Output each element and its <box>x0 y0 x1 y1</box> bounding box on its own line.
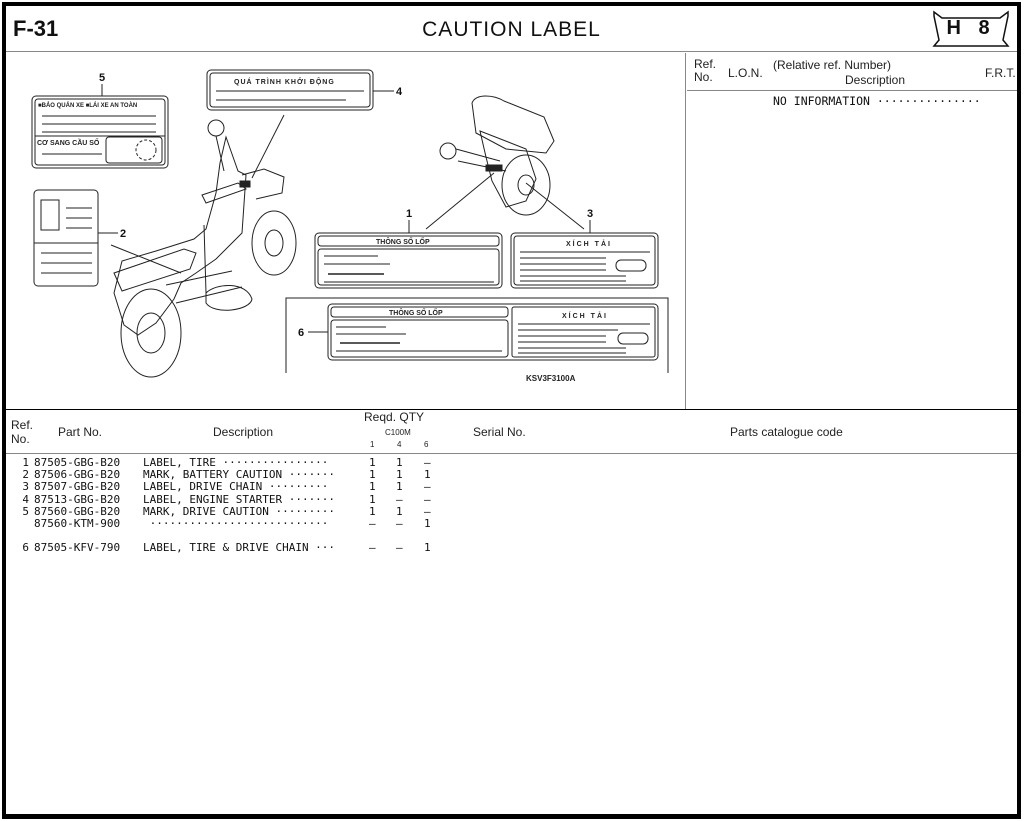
label-6-drawing <box>286 298 668 373</box>
svg-text:5: 5 <box>99 72 106 84</box>
row-qty-1: 1 <box>369 504 376 518</box>
figure-code: KSV3F3100A <box>526 374 576 383</box>
row-description: MARK, BATTERY CAUTION ······· <box>143 468 336 482</box>
ref-no-header <box>11 418 33 446</box>
table-row <box>6 505 1017 517</box>
row-qty-6: 1 <box>424 468 431 482</box>
row-qty-1: 1 <box>369 456 376 469</box>
info-no-label: No. <box>694 70 713 84</box>
qty-col-4: 4 <box>397 440 402 449</box>
row-qty-4: 1 <box>396 480 403 494</box>
row-qty-6: 1 <box>424 516 431 530</box>
svg-text:2: 2 <box>120 228 127 240</box>
row-part-no: 87507-GBG-B20 <box>34 480 121 494</box>
row-qty-1: 1 <box>369 468 376 482</box>
info-lon-header: L.O.N. <box>728 66 763 80</box>
section-badge-text: H 8 <box>946 17 996 39</box>
row-qty-6: – <box>424 504 431 518</box>
row-description: LABEL, DRIVE CHAIN ········· <box>143 480 329 494</box>
parts-table-header <box>6 409 1017 454</box>
qty-col-1: 1 <box>370 440 375 449</box>
figure-number: F-31 <box>13 16 59 41</box>
catalogue-code-header: Parts catalogue code <box>730 425 843 439</box>
reference-info-panel <box>687 53 1017 409</box>
row-description: LABEL, ENGINE STARTER ······· <box>143 492 336 506</box>
ref-label: Ref. <box>11 418 34 432</box>
table-row <box>6 480 1017 492</box>
svg-text:6: 6 <box>298 327 305 339</box>
row-ref: 6 <box>22 541 29 555</box>
svg-text:QUÁ TRÌNH KHỞI ĐỘNG: QUÁ TRÌNH KHỞI ĐỘNG <box>234 79 335 86</box>
row-description: ··························· <box>143 516 329 530</box>
parts-illustration <box>6 53 686 409</box>
label-1-drawing <box>315 208 502 288</box>
info-ref-no-header <box>694 58 716 84</box>
page-title: CAUTION LABEL <box>422 18 601 41</box>
table-row <box>6 468 1017 480</box>
serial-no-header: Serial No. <box>473 425 526 439</box>
row-ref: 4 <box>22 492 29 506</box>
row-description: LABEL, TIRE & DRIVE CHAIN ··· <box>143 541 336 555</box>
page-header <box>6 6 1017 52</box>
illustration-pane <box>6 53 686 409</box>
svg-text:THÔNG SỐ LỐP: THÔNG SỐ LỐP <box>376 239 430 246</box>
parts-table-body <box>6 456 1017 553</box>
row-ref: 2 <box>22 468 29 482</box>
info-panel-header <box>687 53 1017 91</box>
row-qty-6: – <box>424 480 431 494</box>
info-ref-label: Ref. <box>694 57 717 71</box>
svg-text:4: 4 <box>396 86 403 98</box>
row-qty-6: 1 <box>424 541 431 555</box>
model-header: C100M <box>385 428 411 437</box>
row-qty-1: – <box>369 541 376 555</box>
row-qty-1: 1 <box>369 480 376 494</box>
row-qty-4: 1 <box>396 504 403 518</box>
row-part-no: 87506-GBG-B20 <box>34 468 121 482</box>
row-ref: 1 <box>22 456 29 469</box>
info-frt-header: F.R.T. <box>985 66 1016 80</box>
row-qty-1: – <box>369 516 376 530</box>
svg-text:■BẢO QUẢN XE ■LÁI XE AN TOÀN: ■BẢO QUẢN XE ■LÁI XE AN TOÀN <box>38 103 138 109</box>
table-row <box>6 541 1017 553</box>
scooter-rear-detail-drawing <box>426 96 584 229</box>
row-qty-4: – <box>396 492 403 506</box>
info-description-header: Description <box>845 73 906 87</box>
label-3-drawing <box>511 208 658 288</box>
row-qty-6: – <box>424 456 431 469</box>
no-information-text: NO INFORMATION ··············· <box>773 94 981 108</box>
svg-text:THÔNG SỐ LỐP: THÔNG SỐ LỐP <box>389 310 443 317</box>
label-5-drawing <box>32 72 168 168</box>
label-4-drawing <box>207 70 403 178</box>
row-part-no: 87505-GBG-B20 <box>34 456 121 469</box>
row-qty-6: – <box>424 492 431 506</box>
row-ref: 5 <box>22 504 29 518</box>
table-row <box>6 456 1017 468</box>
row-part-no: 87513-GBG-B20 <box>34 492 121 506</box>
row-description: LABEL, TIRE ················ <box>143 456 329 469</box>
row-qty-4: – <box>396 516 403 530</box>
row-part-no: 87505-KFV-790 <box>34 541 121 555</box>
row-description: MARK, DRIVE CAUTION ········· <box>143 504 336 518</box>
svg-text:XÍCH TẢI: XÍCH TẢI <box>562 313 608 320</box>
description-header: Description <box>213 425 274 439</box>
svg-text:3: 3 <box>587 208 594 220</box>
row-ref: 3 <box>22 480 29 494</box>
row-qty-1: 1 <box>369 492 376 506</box>
section-badge <box>928 8 1014 50</box>
row-qty-4: 1 <box>396 456 403 469</box>
svg-text:CƠ SANG CẦU SỐ: CƠ SANG CẦU SỐ <box>37 140 100 147</box>
row-part-no: 87560-GBG-B20 <box>34 504 121 518</box>
row-qty-4: – <box>396 541 403 555</box>
qty-columns-header <box>370 440 451 449</box>
table-row <box>6 493 1017 505</box>
svg-text:XÍCH TẢI: XÍCH TẢI <box>566 241 612 248</box>
svg-text:1: 1 <box>406 208 413 220</box>
label-2-drawing <box>34 190 181 286</box>
reqd-qty-header: Reqd. QTY <box>364 410 425 424</box>
no-label: No. <box>11 432 30 446</box>
part-no-header: Part No. <box>58 425 103 439</box>
row-part-no: 87560-KTM-900 <box>34 516 121 530</box>
info-relative-ref-header: (Relative ref. Number) <box>773 58 892 72</box>
table-row <box>6 517 1017 529</box>
row-qty-4: 1 <box>396 468 403 482</box>
qty-col-6: 6 <box>424 440 429 449</box>
